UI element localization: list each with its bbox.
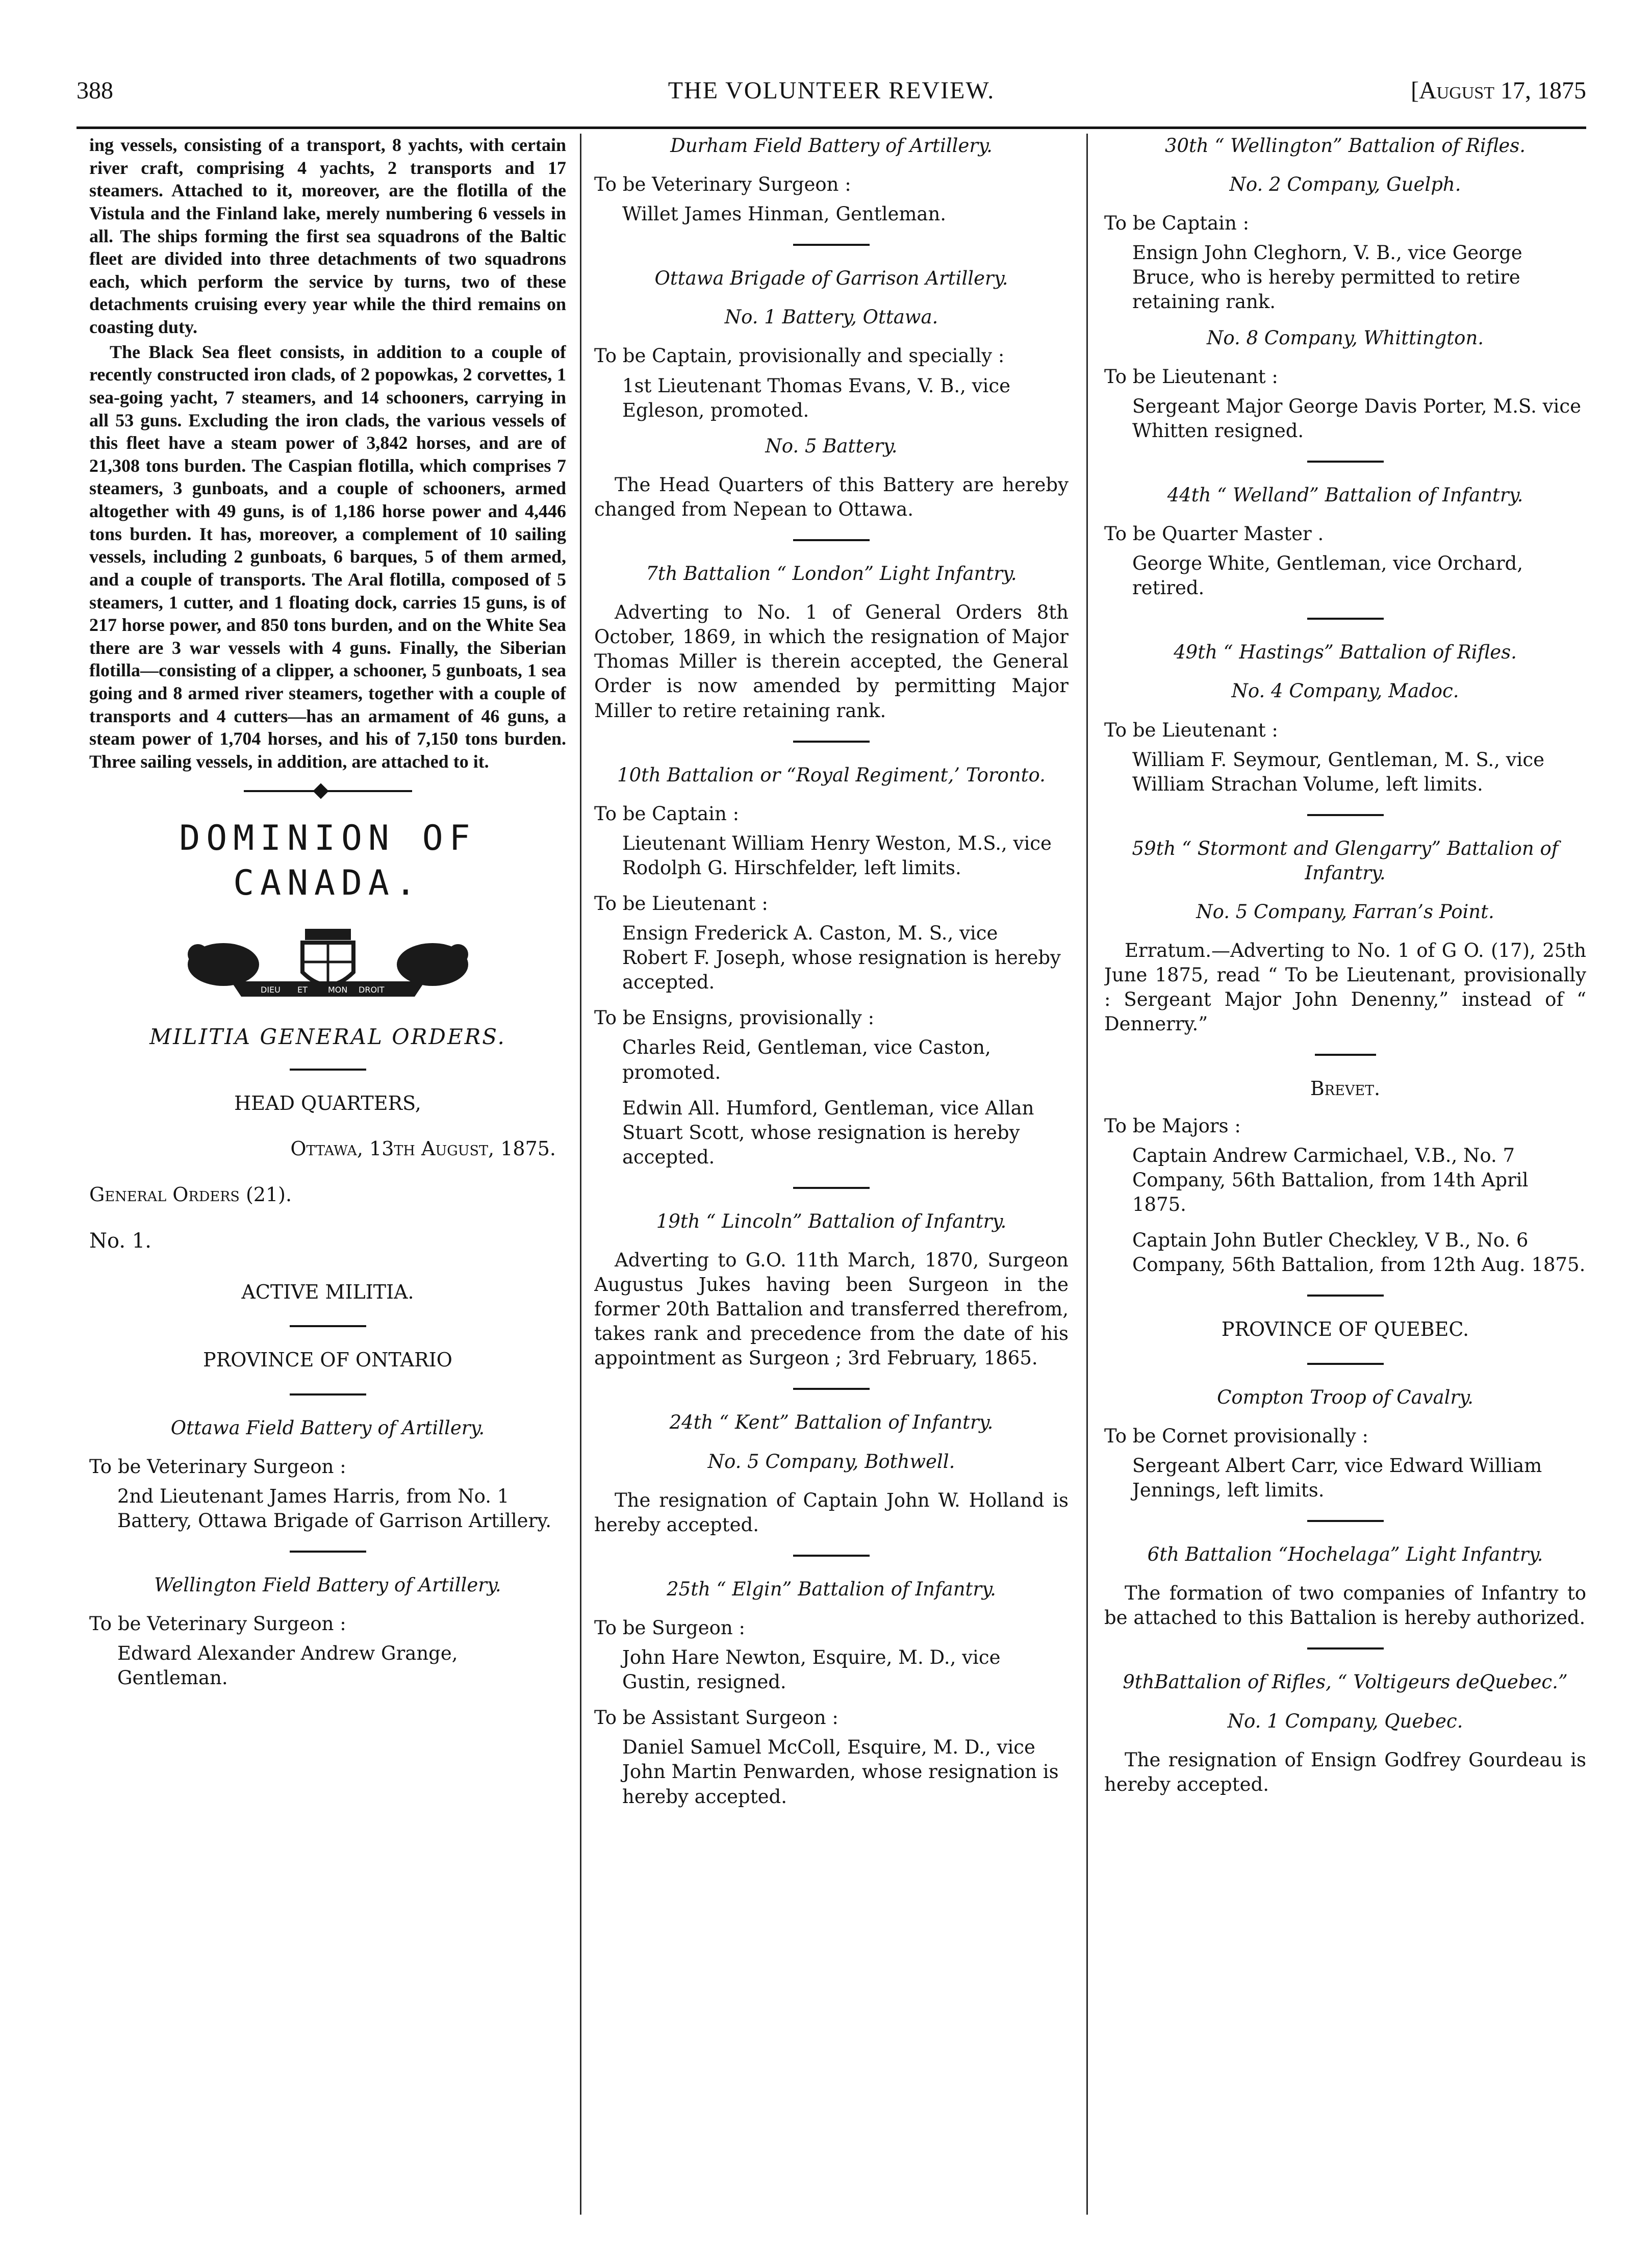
appointment-label: To be Captain :	[594, 802, 740, 825]
separator-rule	[1307, 618, 1384, 620]
appointment-label: To be Cornet provisionally :	[1104, 1425, 1368, 1447]
company-subheading: No. 5 Company, Farran’s Point.	[1196, 900, 1494, 923]
appointment-entry: Lieutenant William Henry Weston, M.S., vice Rodolph G. Hirschfelder, left limits.	[622, 832, 1052, 879]
royal-coat-of-arms-icon	[175, 926, 481, 1003]
appointment-entry: John Hare Newton, Esquire, M. D., vice Gustin, resigned.	[622, 1646, 1001, 1693]
appointment-entry: Sergeant Major George Davis Porter, M.S. vice Whitten resigned.	[1132, 395, 1581, 442]
header-rule	[77, 126, 1586, 129]
appointment-label: To be Lieutenant :	[1104, 719, 1278, 741]
separator-rule	[290, 1069, 366, 1071]
page-number: 388	[77, 77, 113, 104]
motto-word: DROIT	[358, 985, 385, 995]
appointment-label: To be Surgeon :	[594, 1616, 745, 1639]
order-text: Adverting to No. 1 of General Orders 8th October, 1869, in which the resignation of Major Thomas Miller is therein accepted, the General Order is now amended by permitting Major Miller to retire retaining rank.	[594, 601, 1069, 722]
separator-rule	[1307, 1520, 1384, 1522]
unit-heading: 6th Battalion “Hochelaga” Light Infantry.	[1147, 1543, 1543, 1566]
column-divider-1	[580, 134, 581, 2215]
issue-date: [August 17, 1875	[1411, 77, 1586, 104]
separator-rule	[1307, 1363, 1384, 1365]
separator-rule	[1307, 461, 1384, 463]
appointment-entry: Charles Reid, Gentleman, vice Caston, promoted.	[622, 1036, 991, 1083]
general-orders-label: General Orders (21).	[89, 1183, 292, 1206]
unit-heading: Wellington Field Battery of Artillery.	[154, 1574, 501, 1596]
separator-rule	[793, 1187, 870, 1189]
appointment-entry: Edwin All. Humford, Gentleman, vice Allan Stuart Scott, whose resignation is hereby accepted.	[622, 1097, 1034, 1168]
head-quarters-heading: HEAD QUARTERS,	[234, 1092, 421, 1114]
province-heading: PROVINCE OF ONTARIO	[203, 1349, 452, 1372]
article-paragraph: The Black Sea fleet consists, in addition to a couple of recently constructed iron clads, of 2 popowkas, 2 corvettes, 1 sea-going yacht, 7 steamers, and 14 schooners, carrying in all 53 guns. Excluding the iron clads, the various vessels of this fleet have a steam power of 3,842 horses, and are of 21,308 tons burden. The Caspian flotilla, which comprises 7 steamers, 3 gunboats, and a couple of schooners, armed altogether with 49 guns, is of 1,186 horse power and 4,446 tons burden. It has, moreover, a complement of 10 sailing vessels, including 2 gunboats, 6 barques, 5 of them armed, and a couple of transports. The Aral flotilla, composed of 5 steamers, 1 cutter, and 1 floating dock, carries 15 guns, is of 217 horse power, and 850 tons burden, and on the White Sea there are 3 war vessels with 4 guns. Finally, the Siberian flotilla—consisting of a clipper, a schooner, 5 gunboats, 1 sea going and 8 armed river steamers, together with a couple of transports and 4 cutters—has an armament of 46 guns, a steam power of 1,704 horses, and his of 7,150 tons burden. Three sailing vessels, in addition, are attached to it.	[89, 341, 566, 772]
appointment-label: To be Veterinary Surgeon :	[89, 1613, 346, 1635]
unit-heading: 24th “ Kent” Battalion of Infantry.	[669, 1411, 994, 1434]
separator-rule	[793, 741, 870, 743]
company-subheading: No. 5 Battery.	[765, 435, 898, 457]
unit-heading: 9thBattalion of Rifles, “ Voltigeurs deQuebec.”	[1123, 1671, 1568, 1693]
appointment-entry: Edward Alexander Andrew Grange, Gentleman.	[117, 1642, 458, 1689]
dateline: Ottawa, 13th August, 1875.	[290, 1137, 556, 1160]
separator-rule	[793, 539, 870, 541]
company-subheading: No. 2 Company, Guelph.	[1229, 173, 1461, 196]
erratum-text: Erratum.—Adverting to No. 1 of G O. (17), 25th June 1875, read “ To be Lieutenant, provisionally : Sergeant Major John Denenny,” instead of “ Dennerry.”	[1104, 940, 1586, 1035]
unit-heading: Compton Troop of Cavalry.	[1217, 1386, 1473, 1408]
unit-heading: 44th “ Welland” Battalion of Infantry.	[1167, 484, 1523, 506]
separator-rule	[793, 1555, 870, 1557]
appointment-entry: 2nd Lieutenant James Harris, from No. 1 Battery, Ottawa Brigade of Garrison Artillery.	[117, 1485, 552, 1532]
separator-rule	[290, 1551, 366, 1553]
separator-rule	[793, 1388, 870, 1390]
motto-word: MON	[327, 985, 347, 995]
separator-rule	[1307, 1647, 1384, 1650]
active-militia-heading: ACTIVE MILITIA.	[241, 1281, 414, 1304]
column-3	[1104, 134, 1586, 2225]
unit-heading: Ottawa Field Battery of Artillery.	[170, 1416, 485, 1439]
separator-rule	[1307, 1295, 1384, 1297]
order-text: The resignation of Captain John W. Holland is hereby accepted.	[594, 1489, 1069, 1536]
separator-rule	[290, 1325, 366, 1327]
appointment-entry: William F. Seymour, Gentleman, M. S., vice William Strachan Volume, left limits.	[1132, 748, 1544, 795]
appointment-label: To be Majors :	[1104, 1114, 1241, 1137]
column-1	[89, 134, 566, 2225]
separator-rule	[1315, 1054, 1376, 1056]
appointment-label: To be Veterinary Surgeon :	[89, 1455, 346, 1478]
column-2	[594, 134, 1069, 2225]
company-subheading: No. 5 Company, Bothwell.	[707, 1450, 955, 1473]
appointment-label: To be Captain, provisionally and specially :	[594, 345, 1005, 367]
company-subheading: No. 1 Battery, Ottawa.	[724, 306, 938, 328]
column-divider-2	[1086, 134, 1088, 2215]
appointment-label: To be Lieutenant :	[1104, 365, 1278, 388]
order-number: No. 1.	[89, 1229, 151, 1253]
unit-heading: Durham Field Battery of Artillery.	[670, 135, 993, 157]
company-subheading: No. 1 Company, Quebec.	[1227, 1710, 1463, 1732]
appointment-entry: Ensign Frederick A. Caston, M. S., vice Robert F. Joseph, whose resignation is hereby accepted.	[622, 922, 1061, 994]
unit-heading: 25th “ Elgin” Battalion of Infantry.	[667, 1578, 996, 1600]
appointment-entry: Daniel Samuel McColl, Esquire, M. D., vice John Martin Penwarden, whose resignation is hereby accepted.	[622, 1736, 1059, 1808]
province-heading: PROVINCE OF QUEBEC.	[1221, 1318, 1469, 1341]
separator-rule	[1307, 814, 1384, 816]
page-header	[77, 77, 1586, 122]
company-subheading: No. 8 Company, Whittington.	[1206, 326, 1484, 349]
appointment-label: To be Captain :	[1104, 212, 1250, 235]
appointment-entry: Willet James Hinman, Gentleman.	[622, 203, 947, 225]
appointment-label: To be Ensigns, provisionally :	[594, 1007, 875, 1029]
appointment-label: To be Veterinary Surgeon :	[594, 173, 851, 196]
brevet-heading: Brevet.	[1310, 1077, 1381, 1100]
appointment-label: To be Assistant Surgeon :	[594, 1707, 838, 1729]
publication-title: THE VOLUNTEER REVIEW.	[668, 77, 995, 104]
dominion-heading: DOMINION OF CANADA.	[179, 818, 476, 903]
unit-heading: Ottawa Brigade of Garrison Artillery.	[654, 267, 1008, 290]
order-text: Adverting to G.O. 11th March, 1870, Surgeon Augustus Jukes having been Surgeon in the former 20th Battalion and transferred therefrom, takes rank and precedence from the date of his appointment as Surgeon ; 3rd February, 1865.	[594, 1249, 1069, 1369]
unit-heading: 59th “ Stormont and Glengarry” Battalion of Infantry.	[1132, 837, 1559, 884]
appointment-entry: Sergeant Albert Carr, vice Edward William Jennings, left limits.	[1132, 1454, 1542, 1502]
unit-heading: 30th “ Wellington” Battalion of Rifles.	[1164, 135, 1526, 157]
appointment-label: To be Lieutenant :	[594, 892, 768, 915]
motto-word: ET	[297, 985, 308, 995]
appointment-entry: George White, Gentleman, vice Orchard, retired.	[1132, 552, 1523, 599]
ornament-divider	[244, 784, 412, 798]
article-paragraph: ing vessels, consisting of a transport, 8 yachts, with certain river craft, comprising 4 yachts, 2 transports and 17 steamers. Attached to it, moreover, are the flotilla of the Vistula and the Finland lake, merely numbering 6 vessels in all. The ships forming the first sea squadrons of the Baltic fleet are divided into three detachments of two squadrons each, which perform the service by turns, two of these detachments cruising every year while the third remains on coasting duty.	[89, 135, 566, 337]
order-text: The resignation of Ensign Godfrey Gourdeau is hereby accepted.	[1104, 1748, 1586, 1795]
order-text: The Head Quarters of this Battery are hereby changed from Nepean to Ottawa.	[594, 473, 1069, 520]
separator-rule	[793, 244, 870, 246]
motto-word: DIEU	[260, 985, 281, 995]
appointment-entry: Captain John Butler Checkley, V B., No. 6 Company, 56th Battalion, from 12th Aug. 1875.	[1132, 1229, 1586, 1276]
appointment-label: To be Quarter Master .	[1104, 523, 1324, 545]
appointment-entry: Ensign John Cleghorn, V. B., vice George Bruce, who is hereby permitted to retire retaining rank.	[1132, 242, 1522, 313]
unit-heading: 19th “ Lincoln” Battalion of Infantry.	[656, 1210, 1007, 1232]
appointment-entry: 1st Lieutenant Thomas Evans, V. B., vice Egleson, promoted.	[622, 374, 1010, 421]
order-text: The formation of two companies of Infantry to be attached to this Battalion is hereby authorized.	[1104, 1582, 1586, 1629]
separator-rule	[290, 1393, 366, 1396]
militia-orders-heading: MILITIA GENERAL ORDERS.	[149, 1024, 506, 1050]
unit-heading: 7th Battalion “ London” Light Infantry.	[646, 563, 1017, 585]
unit-heading: 49th “ Hastings” Battalion of Rifles.	[1174, 641, 1517, 664]
company-subheading: No. 4 Company, Madoc.	[1231, 680, 1459, 702]
appointment-entry: Captain Andrew Carmichael, V.B., No. 7 Company, 56th Battalion, from 14th April 1875.	[1132, 1144, 1529, 1216]
unit-heading: 10th Battalion or “Royal Regiment,’ Toronto.	[617, 764, 1046, 786]
